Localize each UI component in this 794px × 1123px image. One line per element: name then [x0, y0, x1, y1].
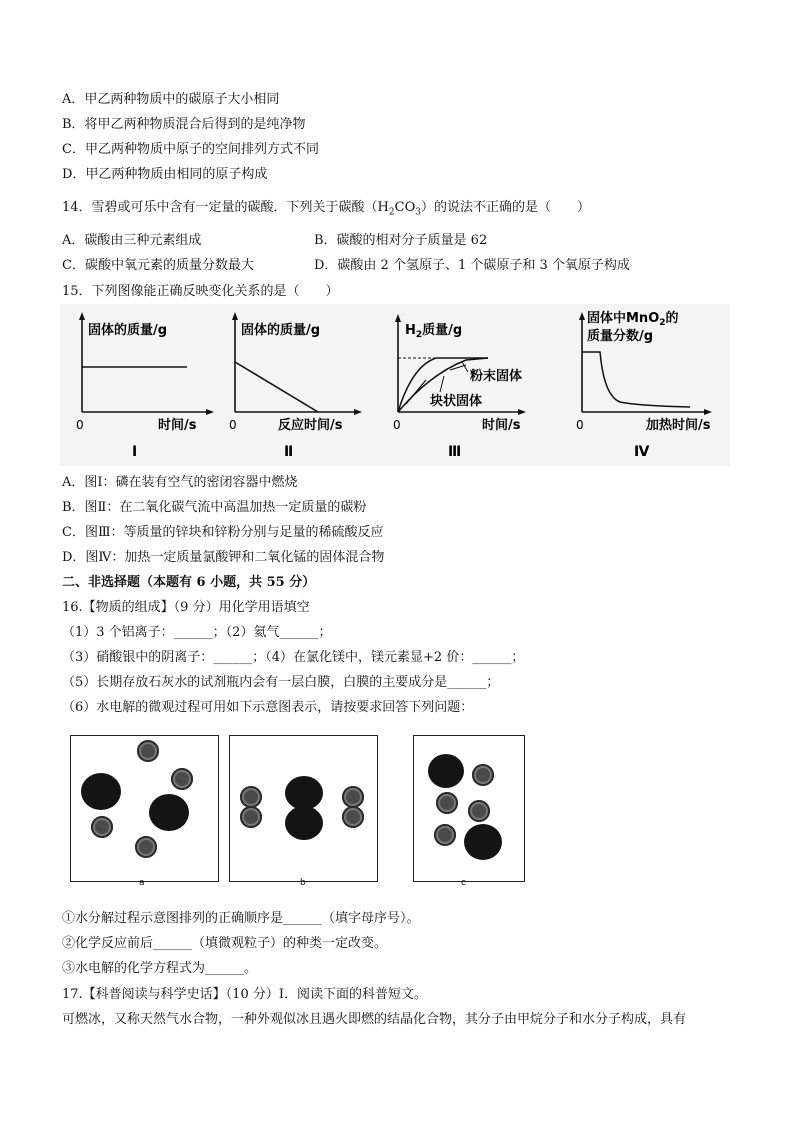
section-2-heading: 二、非选择题（本题有 6 小题，共 55 分） [62, 575, 316, 590]
q13-option-b: B．将甲乙两种物质混合后得到的是纯净物 [62, 117, 306, 132]
q15-option-d: D．图Ⅳ：加热一定质量氯酸钾和二氧化锰的固体混合物 [62, 550, 385, 565]
q14-option-c: C．碳酸中氧元素的质量分数最大 [62, 258, 254, 273]
hydrogen-atom [436, 792, 458, 814]
graph-1-ylabel: 固体的质量/g [88, 323, 168, 338]
hydrogen-atom [91, 816, 113, 838]
graph-2-origin: 0 [229, 418, 237, 432]
q16-subq-2: ②化学反应前后______（填微观粒子）的种类一定改变。 [62, 936, 388, 951]
q14-option-d: D．碳酸由 2 个氢原子、1 个碳原子和 3 个氧原子构成 [314, 258, 630, 273]
graph-4-ylabel-line2: 质量分数/g [587, 329, 654, 344]
graph-4-ylabel-line1: 固体中MnO$_2$的 [587, 311, 679, 328]
graph-2-ylabel: 固体的质量/g [241, 323, 321, 338]
hydrogen-atom [472, 764, 494, 786]
panel-b [229, 735, 378, 888]
oxygen-atom [428, 754, 464, 788]
graph-1-xlabel: 时间/s [158, 418, 197, 433]
graph-4-xlabel: 加热时间/s [646, 418, 711, 433]
q13-option-c: C．甲乙两种物质中原子的空间排列方式不同 [62, 142, 319, 157]
oxygen-atom [464, 824, 502, 860]
panel-a-label: a [139, 878, 145, 888]
q14-option-b: B．碳酸的相对分子质量是 62 [314, 233, 488, 248]
hydrogen-atom [342, 806, 364, 828]
hydrogen-atom [135, 836, 157, 858]
graph-3-roman: Ⅲ [448, 444, 462, 460]
graph-4-origin: 0 [576, 418, 584, 432]
graph-3-powder-label: 粉末固体 [470, 369, 523, 384]
q16-line-3: （5）长期存放石灰水的试剂瓶内会有一层白膜，白膜的主要成分是______； [62, 675, 500, 690]
hydrogen-atom [171, 768, 193, 790]
q15-option-c: C．图Ⅲ：等质量的锌块和锌粉分别与足量的稀硫酸反应 [62, 525, 384, 540]
q16-line-2: （3）硝酸银中的阴离子：______；（4）在氯化镁中，镁元素显+2 价：______； [62, 650, 525, 665]
q16-line-1: （1）3 个铝离子：______；（2）氦气______； [62, 625, 332, 640]
q15-graphs [60, 304, 730, 466]
q16-subq-3: ③水电解的化学方程式为______。 [62, 961, 258, 976]
hydrogen-atom [342, 786, 364, 808]
graph-3-block-label: 块状固体 [430, 394, 483, 409]
oxygen-atom [81, 773, 121, 810]
hydrogen-atom [468, 800, 490, 822]
q14-stem: 14．雪碧或可乐中含有一定量的碳酸．下列关于碳酸$(H_2CO_3)$的说法不正确的是（ ） [62, 200, 590, 218]
q15-stem: 15．下列图像能正确反映变化关系的是（ ） [62, 284, 339, 299]
graph-4-roman: Ⅳ [634, 444, 650, 460]
oxygen-atom [149, 794, 189, 831]
q17-heading: 17.【科普阅读与科学史话】（10 分）Ⅰ．阅读下面的科普短文。 [62, 987, 427, 1002]
panel-c-label: c [461, 878, 466, 888]
q16-line-4: （6）水电解的微观过程可用如下示意图表示，请按要求回答下列问题： [62, 700, 474, 715]
hydrogen-atom [240, 786, 262, 808]
q13-option-d: D．甲乙两种物质由相同的原子构成 [62, 167, 268, 182]
graph-3-origin: 0 [393, 418, 401, 432]
q16-heading: 16.【物质的组成】（9 分）用化学用语填空 [62, 600, 310, 615]
q17-text: 可燃冰，又称天然气水合物，一种外观似冰且遇火即燃的结晶化合物，其分子由甲烷分子和水分子构成，具有 [62, 1012, 687, 1027]
graph-1-roman: Ⅰ [132, 444, 138, 460]
q16-subq-1: ①水分解过程示意图排列的正确顺序是______（填字母序号）。 [62, 911, 420, 926]
oxygen-atom [285, 776, 323, 810]
oxygen-atom [285, 806, 323, 840]
q14-option-a: A．碳酸由三种元素组成 [62, 233, 202, 248]
panel-c [413, 735, 525, 888]
hydrogen-atom [137, 740, 159, 762]
q15-option-a: A．图Ⅰ：磷在装有空气的密闭容器中燃烧 [62, 475, 298, 490]
q13-option-a: A．甲乙两种物质中的碳原子大小相同 [62, 92, 280, 107]
graph-2-xlabel: 反应时间/s [278, 418, 343, 433]
panel-b-label: b [300, 878, 306, 888]
graph-3-ylabel: $H_2$质量/g [405, 323, 463, 340]
hydrogen-atom [240, 806, 262, 828]
graph-1-origin: 0 [76, 418, 84, 432]
graph-2-roman: Ⅱ [284, 444, 294, 460]
q15-option-b: B．图Ⅱ：在二氧化碳气流中高温加热一定质量的碳粉 [62, 500, 367, 515]
hydrogen-atom [434, 824, 456, 846]
panel-a [70, 735, 219, 888]
graph-3-xlabel: 时间/s [482, 418, 521, 433]
